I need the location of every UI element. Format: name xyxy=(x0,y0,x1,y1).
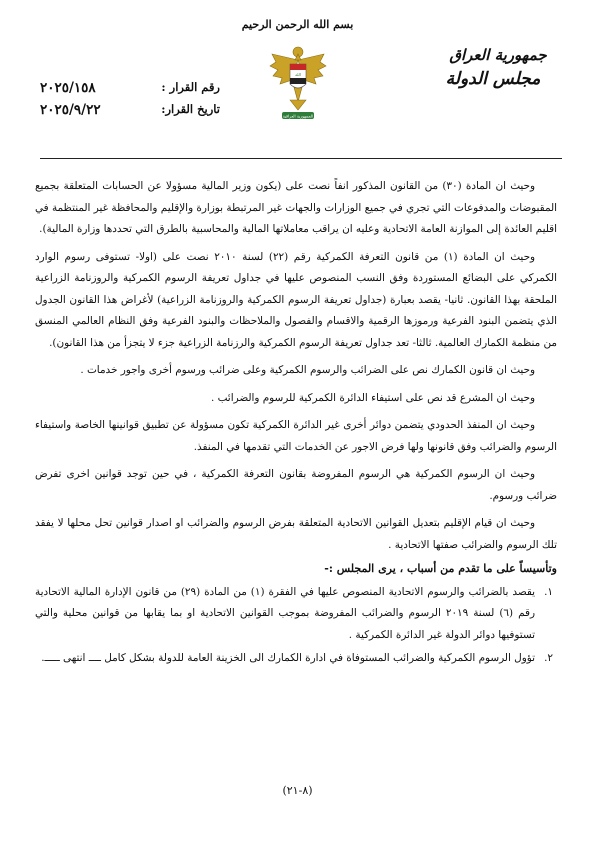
paragraph: وحيث ان الرسوم الكمركية هي الرسوم المفروضة بقانون التعرفة الكمركية ، في حين توجد قوانين اخرى تفرض ضرائب ورسوم. xyxy=(35,468,557,502)
header-divider xyxy=(40,158,562,159)
council-line-2: مجلس الدولة xyxy=(445,69,541,89)
document-body xyxy=(35,176,557,672)
paragraph: وحيث ان قيام الإقليم بتعديل القوانين الاتحادية المتعلقة بفرض الرسوم والضرائب او اصدار قوانين تحل محلها لا يفقد تلك الرسوم والضرائب صفتها الاتحادية . xyxy=(35,517,557,551)
decision-items xyxy=(35,582,557,670)
paragraph: وحيث ان المادة (٣٠) من القانون المذكور انفاً نصت على (يكون وزير المالية مسؤولا عن الحسابات المتعلقة بجميع المقبوضات والمدفوعات التي تجري في جميع الوزارات والجهات غير المرتبطة بوزارة والإقليم والمحافظة غير المنتظمة في اقليم العائدة إلى الموازنة العامة الاتحادية وعليه ان يراقب معاملاتها المالية والمحاسبية بالطرق التي تحددها وزارة المالية). xyxy=(35,180,557,235)
item-number: ٢. xyxy=(544,652,553,664)
iraq-emblem-icon xyxy=(268,40,328,124)
item-number: ١. xyxy=(544,585,553,598)
paragraph: وحيث ان المادة (١) من قانون التعرفة الكمركية رقم (٢٢) لسنة ٢٠١٠ نصت على (اولا- تستوفى رسوم الوارد الكمركي على البضائع المستوردة وفق النسب المنصوص عليها في جداول تعريفة الرسوم الكمركية والروزنامة الزراعية الملحقة بهذا القانون. ثانيا- يقصد بعبارة (جداول تعريفة الرسوم الكمركية والروزنامة الزراعية) لأغراض هذا القانون الجدول الذي يتضمن البنود الفرعية ورموزها الرقمية والاقسام والفصول والملاحظات والبنود الفرعية وفق النظام العالمي المنسق من منظمة الكمارك العالمية. ثالثا- تعد جداول تعريفة الرسوم الكمركية والرزنامة الزراعية جزء لا يتجزأ من هذا القانون). xyxy=(35,250,557,349)
paragraph: وحيث ان المنفذ الحدودي يتضمن دوائر أخرى غير الدائرة الكمركية تكون مسؤولة عن تطبيق قوانينها الخاصة واستيفاء الرسوم والضرائب وفق قانونها ولها فرض الاجور عن الخدمات التي تقدمها في المنفذ. xyxy=(35,419,557,453)
emblem-caption: الجمهورية العراقية xyxy=(282,113,314,119)
conclusion-heading: وتأسيساً على ما تقدم من أسباب ، يرى المجلس :- xyxy=(324,562,557,575)
decision-date-value: ٢٠٢٥/٩/٢٢ xyxy=(40,102,101,118)
list-item xyxy=(35,648,557,670)
svg-text:الله: الله xyxy=(295,72,301,77)
decision-number-value: ٢٠٢٥/١٥٨ xyxy=(40,80,96,96)
list-item xyxy=(35,582,557,647)
paragraph: وحيث ان قانون الكمارك نص على الضرائب والرسوم الكمركية وعلى ضرائب ورسوم أخرى واجور خدمات . xyxy=(80,364,535,376)
paragraph: وحيث ان المشرع قد نص على استيفاء الدائرة الكمركية للرسوم والضرائب . xyxy=(211,391,535,404)
decision-number-label: رقم القرار : xyxy=(161,80,220,94)
item-text: يقصد بالضرائب والرسوم الاتحادية المنصوص عليها في الفقرة (١) من المادة (٢٩) من قانون الإدارة المالية الاتحادية رقم (٦) لسنة ٢٠١٩ الرسوم والضرائب المفروضة بموجب القوانين الاتحادية او بما يقابها من قوانين محلية والتي تستوفيها دوائر الدولة غير الدائرة الكمركية . xyxy=(35,585,535,641)
decision-meta xyxy=(40,80,220,124)
page-number: (٨-٢١) xyxy=(282,784,313,797)
decision-date-label: تاريخ القرار: xyxy=(161,102,220,116)
item-text: تؤول الرسوم الكمركية والضرائب المستوفاة في ادارة الكمارك الى الخزينة العامة للدولة بشكل كامل ــــ انتهى ـــــ. xyxy=(41,652,535,664)
council-line-1: جمهورية العراق xyxy=(449,46,547,64)
bismillah-heading: بسم الله الرحمن الرحيم xyxy=(241,18,354,31)
council-logo xyxy=(423,44,573,92)
